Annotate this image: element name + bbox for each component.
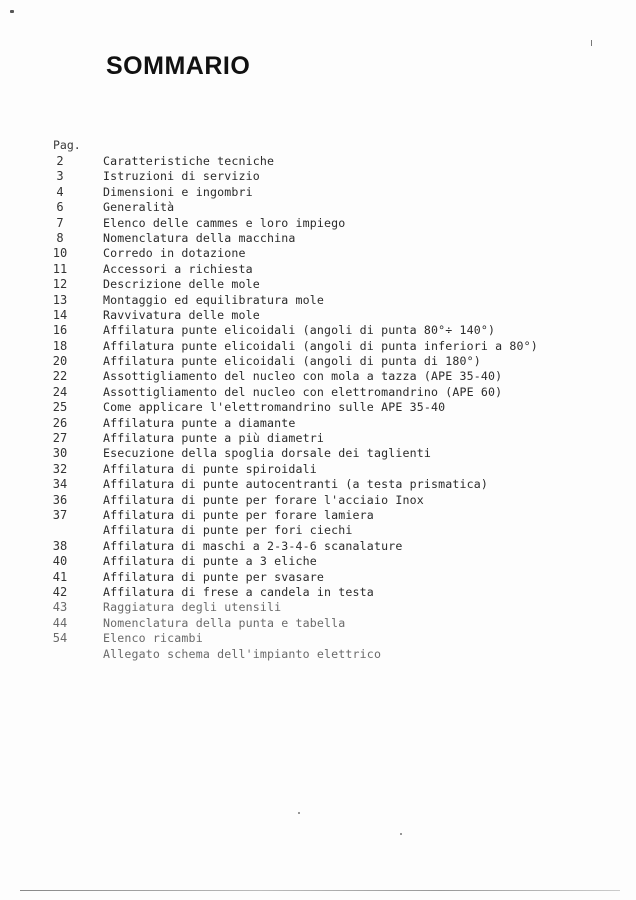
toc-entry-page-number: 30 <box>52 446 68 461</box>
toc-entry-title: Generalità <box>103 200 175 215</box>
toc-entry-title: Raggiatura degli utensili <box>103 600 282 615</box>
toc-entry-title: Affilatura punte a diamante <box>103 415 296 430</box>
toc-entry-title: Assottigliamento del nucleo con mola a tazza (APE 35-40) <box>103 369 503 384</box>
toc-entry-page-number: 12 <box>52 277 68 292</box>
toc-entry-title: Affilatura punte elicoidali (angoli di punta di 180°) <box>103 354 481 369</box>
toc-entry <box>0 523 636 538</box>
toc-entry-page-number: 41 <box>52 569 68 584</box>
scan-mark-top-right <box>591 40 592 46</box>
toc-entry <box>0 354 636 369</box>
toc-entry-title: Descrizione delle mole <box>103 277 260 292</box>
toc-entry-title: Affilatura di punte per svasare <box>103 569 325 584</box>
toc-entry-page-number: 40 <box>52 554 68 569</box>
toc-entry-title: Affilatura punte elicoidali (angoli di punta inferiori a 80°) <box>103 338 538 353</box>
table-of-contents <box>0 154 636 662</box>
toc-entry-title: Dimensioni e ingombri <box>103 184 253 199</box>
toc-entry-title: Affilatura di punte a 3 eliche <box>103 554 317 569</box>
toc-entry-page-number: 43 <box>52 600 68 615</box>
toc-entry <box>0 647 636 662</box>
toc-entry-title: Affilatura di punte per fori ciechi <box>103 523 353 538</box>
toc-entry <box>0 570 636 585</box>
toc-entry-title: Esecuzione della spoglia dorsale dei taglienti <box>103 446 431 461</box>
toc-entry-page-number: 7 <box>56 215 64 230</box>
toc-entry-page-number: 25 <box>52 400 68 415</box>
page-title: SOMMARIO <box>106 52 251 80</box>
toc-entry-title: Elenco ricambi <box>103 631 203 646</box>
toc-entry <box>0 246 636 261</box>
toc-entry <box>0 339 636 354</box>
toc-entry-page-number: 26 <box>52 415 68 430</box>
toc-entry-title: Nomenclatura della punta e tabella <box>103 615 346 630</box>
toc-entry-title: Affilatura di punte per forare lamiera <box>103 507 374 522</box>
toc-entry-page-number: 6 <box>56 200 64 215</box>
toc-entry <box>0 539 636 554</box>
toc-entry-page-number: 44 <box>52 615 68 630</box>
toc-entry-title: Affilatura di punte autocentranti (a testa prismatica) <box>103 477 489 492</box>
toc-entry-title: Corredo in dotazione <box>103 246 246 261</box>
toc-entry-title: Affilatura di maschi a 2-3-4-6 scanalature <box>103 538 403 553</box>
toc-entry-title: Affilatura di frese a candela in testa <box>103 584 374 599</box>
toc-entry-title: Nomenclatura della macchina <box>103 230 296 245</box>
toc-entry-title: Affilatura di punte spiroidali <box>103 461 317 476</box>
toc-entry-page-number: 16 <box>52 323 68 338</box>
toc-entry <box>0 493 636 508</box>
toc-entry <box>0 585 636 600</box>
toc-entry <box>0 369 636 384</box>
scan-edge-line <box>20 890 620 891</box>
toc-entry-page-number: 22 <box>52 369 68 384</box>
toc-entry <box>0 431 636 446</box>
toc-entry <box>0 185 636 200</box>
toc-entry-title: Allegato schema dell'impianto elettrico <box>103 646 382 661</box>
toc-entry-page-number: 54 <box>52 631 68 646</box>
toc-entry-title: Affilatura punte elicoidali (angoli di punta 80°÷ 140°) <box>103 323 496 338</box>
toc-entry-page-number: 4 <box>56 184 64 199</box>
scan-speck <box>298 812 300 814</box>
toc-entry <box>0 400 636 415</box>
toc-entry <box>0 231 636 246</box>
toc-entry <box>0 262 636 277</box>
toc-entry-page-number: 8 <box>56 230 64 245</box>
toc-entry-title: Istruzioni di servizio <box>103 169 260 184</box>
page-column-label: Pag. <box>53 138 81 152</box>
toc-entry-title: Elenco delle cammes e loro impiego <box>103 215 346 230</box>
toc-entry-page-number: 20 <box>52 354 68 369</box>
toc-entry <box>0 293 636 308</box>
toc-entry <box>0 446 636 461</box>
toc-entry-title: Affilatura punte a più diametri <box>103 431 325 446</box>
toc-entry-page-number: 32 <box>52 461 68 476</box>
toc-entry-title: Assottigliamento del nucleo con elettromandrino (APE 60) <box>103 384 503 399</box>
toc-entry-page-number: 14 <box>52 307 68 322</box>
toc-entry-page-number: 13 <box>52 292 68 307</box>
toc-entry <box>0 323 636 338</box>
toc-entry-page-number: 27 <box>52 431 68 446</box>
toc-entry-title: Come applicare l'elettromandrino sulle APE 35-40 <box>103 400 446 415</box>
toc-entry <box>0 477 636 492</box>
toc-entry-page-number: 38 <box>52 538 68 553</box>
scan-mark-top-left <box>10 10 14 13</box>
toc-entry-page-number: 2 <box>56 154 64 168</box>
toc-entry-title: Ravvivatura delle mole <box>103 307 260 322</box>
toc-entry <box>0 462 636 477</box>
toc-entry <box>0 631 636 646</box>
toc-entry-title: Accessori a richiesta <box>103 261 253 276</box>
toc-entry <box>0 508 636 523</box>
toc-entry <box>0 616 636 631</box>
toc-entry <box>0 154 636 169</box>
toc-entry <box>0 385 636 400</box>
toc-entry-page-number: 18 <box>52 338 68 353</box>
toc-entry <box>0 200 636 215</box>
toc-entry <box>0 216 636 231</box>
toc-entry-page-number: 3 <box>56 169 64 184</box>
toc-entry-page-number: 11 <box>52 261 68 276</box>
toc-entry-page-number: 37 <box>52 507 68 522</box>
toc-entry-title: Caratteristiche tecniche <box>103 154 275 168</box>
toc-entry-title: Montaggio ed equilibratura mole <box>103 292 325 307</box>
toc-entry <box>0 169 636 184</box>
toc-entry-page-number: 36 <box>52 492 68 507</box>
toc-entry-title: Affilatura di punte per forare l'acciaio Inox <box>103 492 424 507</box>
toc-entry-page-number: 10 <box>52 246 68 261</box>
toc-entry <box>0 416 636 431</box>
toc-entry-page-number: 24 <box>52 384 68 399</box>
toc-entry <box>0 600 636 615</box>
toc-entry <box>0 308 636 323</box>
toc-entry-page-number: 42 <box>52 584 68 599</box>
toc-entry <box>0 554 636 569</box>
toc-entry-page-number: 34 <box>52 477 68 492</box>
toc-entry <box>0 277 636 292</box>
scan-speck <box>400 833 402 835</box>
